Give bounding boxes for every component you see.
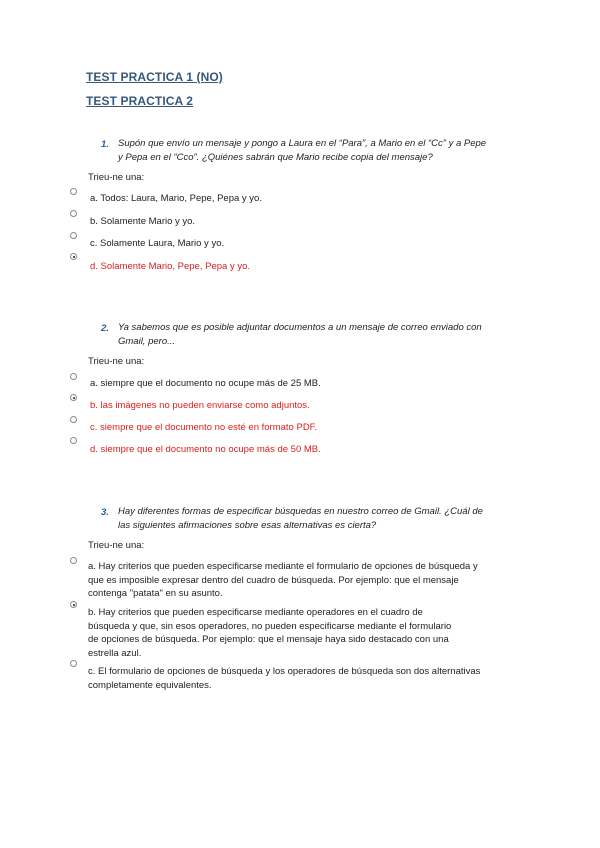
question-3-prompt: Trieu-ne una: [88, 540, 145, 551]
q1-option-a-label[interactable]: a. Todos: Laura, Mario, Pepe, Pepa y yo. [90, 193, 262, 204]
question-1-prompt: Trieu-ne una: [88, 172, 145, 183]
q2-option-c-radio[interactable] [70, 416, 77, 423]
question-3-text: Hay diferentes formas de especificar búsquedas en nuestro correo de Gmail. ¿Cuál de las siguientes afirmaciones sobre esas alternativas es cierta? [118, 506, 483, 531]
link-test-practica-2[interactable]: TEST PRACTICA 2 [86, 94, 194, 108]
q2-option-d-label[interactable]: d. siempre que el documento no ocupe más de 50 MB. [90, 444, 321, 455]
link-test-practica-1[interactable]: TEST PRACTICA 1 (NO) [86, 70, 223, 84]
q1-option-d-label[interactable]: d. Solamente Mario, Pepe, Pepa y yo. [90, 261, 251, 272]
q1-option-d-radio[interactable] [70, 253, 77, 260]
q2-option-a-radio[interactable] [70, 373, 77, 380]
question-1-number: 1. [101, 139, 109, 150]
q2-option-b-label[interactable]: b. las imágenes no pueden enviarse como adjuntos. [90, 400, 310, 411]
q1-option-b-label[interactable]: b. Solamente Mario y yo. [90, 216, 196, 227]
q1-option-a-radio[interactable] [70, 188, 77, 195]
q3-option-c-label[interactable]: c. El formulario de opciones de búsqueda y los operadores de búsqueda son dos alternativas completamente equivalentes. [88, 666, 481, 691]
q1-option-c-label[interactable]: c. Solamente Laura, Mario y yo. [90, 238, 225, 249]
q2-option-d-radio[interactable] [70, 437, 77, 444]
question-1-text: Supón que envío un mensaje y pongo a Laura en el “Para”, a Mario en el “Cc” y a Pepe y Pepa en el “Cco”. ¿Quiénes sabrán que Mario recibe copia del mensaje? [118, 138, 487, 163]
q3-option-b-label[interactable]: b. Hay criterios que pueden especificarse mediante operadores en el cuadro de búsqueda y que, sin esos operadores, no pueden especificarse mediante el formulario de opciones de búsqueda. Por ejemplo: que el mensaje haya sido destacado con una estrella azul. [88, 607, 452, 659]
question-3-number: 3. [101, 507, 109, 518]
question-2-text: Ya sabemos que es posible adjuntar documentos a un mensaje de correo enviado con Gmail, pero... [118, 322, 482, 347]
q3-option-a-radio[interactable] [70, 557, 77, 564]
question-2-prompt: Trieu-ne una: [88, 356, 145, 367]
q2-option-a-label[interactable]: a. siempre que el documento no ocupe más de 25 MB. [90, 378, 321, 389]
q1-option-b-radio[interactable] [70, 210, 77, 217]
q2-option-b-radio[interactable] [70, 394, 77, 401]
q3-option-a-label[interactable]: a. Hay criterios que pueden especificarse mediante el formulario de opciones de búsqueda y que es imposible expresar dentro del cuadro de búsqueda. Por ejemplo: que el mensaje contenga "patata" en su asunto. [88, 561, 478, 599]
q2-option-c-label[interactable]: c. siempre que el documento no esté en formato PDF. [90, 422, 318, 433]
question-2-number: 2. [101, 323, 109, 334]
q3-option-c-radio[interactable] [70, 660, 77, 667]
q3-option-b-radio[interactable] [70, 601, 77, 608]
q1-option-c-radio[interactable] [70, 232, 77, 239]
